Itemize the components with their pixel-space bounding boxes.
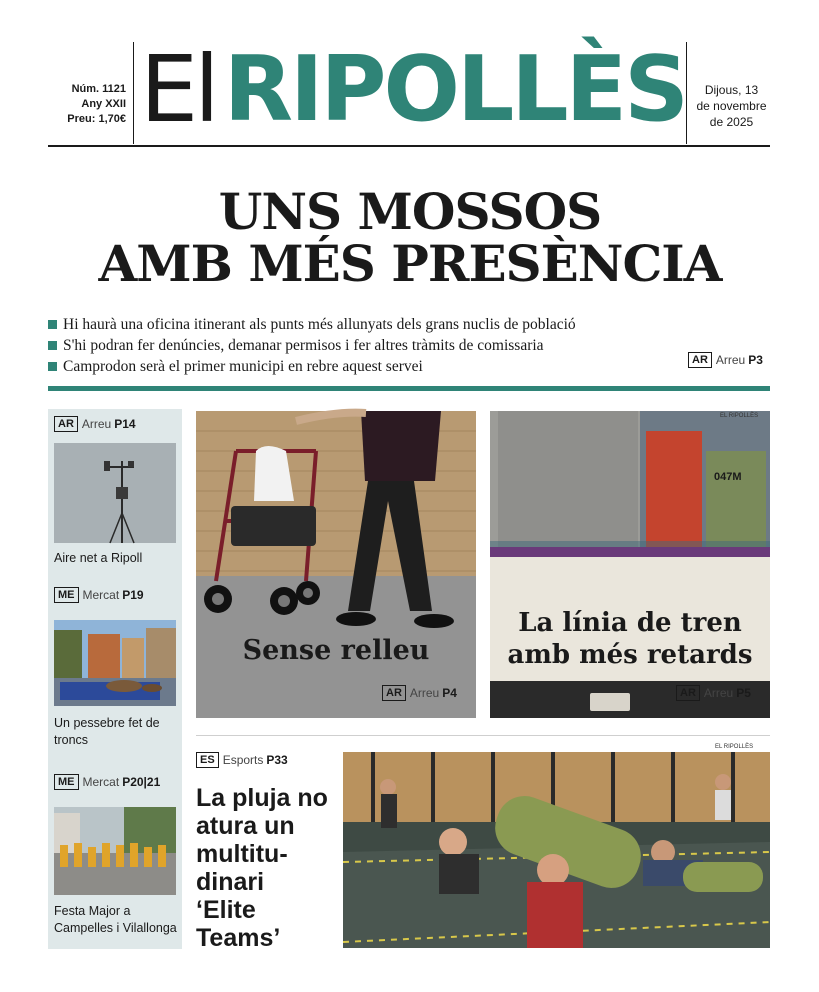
section-code: AR — [688, 352, 712, 368]
tren-title — [490, 607, 770, 671]
headline-line: AMB MÉS PRESÈNCIA — [98, 234, 722, 293]
section-code: AR — [54, 416, 78, 432]
bullet-item — [48, 356, 688, 377]
logo-name: RIPOLLÈS — [223, 37, 686, 142]
bullet-square-icon — [48, 341, 57, 350]
headline-line: ‘Elite — [196, 896, 256, 924]
crossfit-image — [343, 752, 770, 948]
tren-story[interactable] — [490, 411, 770, 718]
date-line: de 2025 — [709, 115, 754, 129]
section-code: ME — [54, 587, 79, 603]
lead-divider — [48, 386, 770, 391]
sidebar-tag[interactable] — [54, 774, 160, 790]
lead-headline[interactable] — [40, 182, 780, 293]
tren-title-line: amb més retards — [507, 640, 753, 670]
bullet-text: Hi haurà una oficina itinerant als punts més allunyats dels grans nuclis de població — [63, 315, 576, 333]
section-code: ES — [196, 752, 219, 768]
relleu-title: Sense relleu — [242, 635, 430, 666]
section-name: Mercat — [82, 775, 120, 789]
date-line: de novembre — [696, 99, 767, 113]
issue-year: Any XXII — [81, 98, 126, 110]
tren-title-line: La línia de tren — [518, 608, 742, 638]
masthead-divider-left — [133, 42, 134, 144]
photo-credit: EL RIPOLLÈS — [720, 413, 759, 419]
train-photo — [490, 411, 770, 718]
sidebar — [48, 409, 182, 949]
section-name: Esports — [222, 753, 264, 767]
section-page: P3 — [748, 353, 763, 367]
logo-prefix: El — [140, 36, 216, 143]
masthead-rule — [48, 145, 770, 147]
bullet-square-icon — [48, 320, 57, 329]
bullet-item — [48, 314, 688, 335]
esports-headline[interactable] — [196, 784, 336, 952]
section-page: P19 — [122, 588, 144, 602]
bullet-square-icon — [48, 362, 57, 371]
issue-price: Preu: 1,70€ — [67, 113, 126, 125]
section-name: Arreu — [409, 686, 440, 700]
photo-credit: EL RIPOLLÈS — [715, 744, 754, 750]
issue-number: Núm. 1121 — [71, 83, 126, 95]
relleu-story[interactable] — [196, 411, 476, 718]
headline-line: La pluja no — [196, 784, 328, 812]
section-name: Mercat — [82, 588, 120, 602]
weather-station-photo[interactable] — [54, 443, 176, 543]
sidebar-tag[interactable] — [54, 416, 136, 432]
masthead-divider-right — [686, 42, 687, 144]
train-number: 047M — [714, 471, 742, 483]
newspaper-logo[interactable] — [140, 36, 686, 143]
lead-section-tag[interactable] — [688, 352, 763, 368]
date-line: Dijous, 13 — [704, 83, 759, 97]
bullet-text: S'hi podran fer denúncies, demanar permisos i fer altres tràmits de comissaria — [63, 336, 544, 354]
section-code: AR — [382, 685, 406, 701]
section-page: P4 — [442, 686, 457, 700]
issue-date — [693, 82, 770, 130]
section-page: P33 — [266, 753, 288, 767]
headline-line: dinari — [196, 868, 265, 896]
section-page: P14 — [114, 417, 136, 431]
section-page: P5 — [736, 686, 751, 700]
headline-line: atura un — [196, 812, 295, 840]
esports-rule — [196, 735, 770, 736]
section-code: AR — [676, 685, 700, 701]
headline-line: UNS MOSSOS — [218, 182, 602, 241]
sidebar-caption[interactable]: Aire net a Ripoll — [54, 551, 143, 565]
log-nativity-photo[interactable] — [54, 620, 176, 706]
esports-section-tag[interactable] — [196, 752, 288, 768]
relleu-section-tag[interactable] — [382, 685, 457, 701]
crossfit-photo[interactable] — [343, 744, 770, 948]
section-name: Arreu — [703, 686, 734, 700]
bullet-text: Camprodon serà el primer municipi en rebre aquest servei — [63, 357, 423, 375]
bullet-item — [48, 335, 688, 356]
sidebar-caption[interactable]: Festa Major a Campelles i Vilallonga — [54, 904, 177, 935]
section-page: P20|21 — [122, 775, 161, 789]
section-code: ME — [54, 774, 79, 790]
issue-info — [48, 82, 126, 127]
sidebar-caption[interactable]: Un pessebre fet de troncs — [54, 716, 160, 747]
walker-photo — [196, 411, 476, 718]
lead-bullets — [48, 314, 688, 377]
section-name: Arreu — [81, 417, 112, 431]
sidebar-tag[interactable] — [54, 587, 144, 603]
headline-line: multitu- — [196, 840, 288, 868]
section-name: Arreu — [715, 353, 746, 367]
headline-line: Teams’ — [196, 924, 281, 952]
festa-major-photo[interactable] — [54, 807, 176, 895]
tren-section-tag[interactable] — [676, 685, 751, 701]
